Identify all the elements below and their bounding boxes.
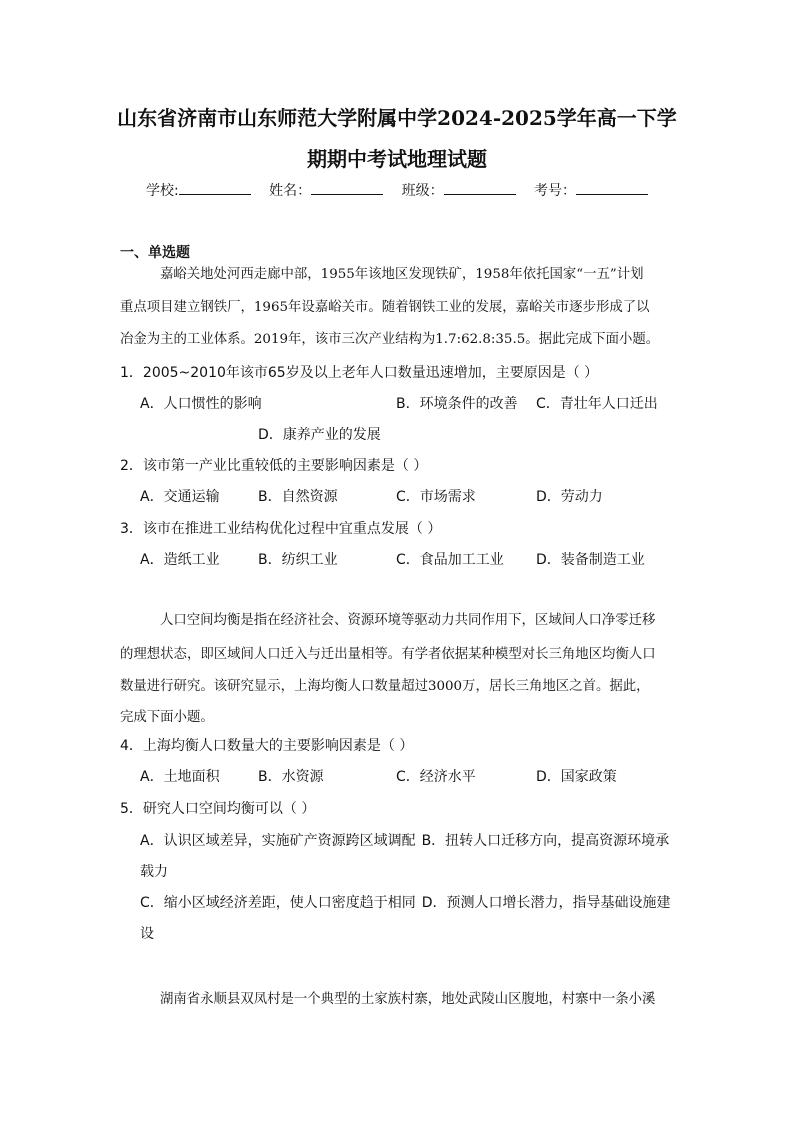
q2-option-a[interactable]: A．交通运输 bbox=[140, 489, 220, 505]
q5-options-ab bbox=[140, 826, 680, 888]
q2-option-b[interactable]: B．自然资源 bbox=[258, 489, 338, 505]
passage2-line4: 完成下面小题。 bbox=[120, 710, 214, 725]
q3-option-d[interactable]: D．装备制造工业 bbox=[536, 552, 645, 568]
school-label: 学校: bbox=[145, 183, 179, 199]
q1-option-d[interactable]: D．康养产业的发展 bbox=[258, 427, 381, 443]
q5-options-cd bbox=[140, 888, 680, 950]
exam-title-line1: 山东省济南市山东师范大学附属中学2024-2025学年高一下学 bbox=[117, 106, 677, 130]
q3-option-b[interactable]: B．纺织工业 bbox=[258, 552, 338, 568]
question-5: 5．研究人口空间均衡可以（ ） bbox=[120, 801, 316, 817]
passage3-line1: 湖南省永顺县双凤村是一个典型的土家族村寨，地处武陵山区腹地，村寨中一条小溪 bbox=[160, 992, 656, 1007]
question-3: 3．该市在推进工业结构优化过程中宜重点发展（ ） bbox=[120, 521, 442, 537]
passage1-line3: 冶金为主的工业体系。2019年，该市三次产业结构为1.7:62.8:35.5。据此完成下面小题。 bbox=[120, 332, 660, 347]
q2-option-c[interactable]: C．市场需求 bbox=[396, 489, 476, 505]
class-label: 班级： bbox=[401, 183, 444, 199]
question-4: 4．上海均衡人口数量大的主要影响因素是（ ） bbox=[120, 738, 414, 754]
q4-option-c[interactable]: C．经济水平 bbox=[396, 769, 476, 785]
q5-option-d[interactable]: D．预测人口增长潜力，指导基础设施建设 bbox=[140, 895, 671, 942]
passage2-line1: 人口空间均衡是指在经济社会、资源环境等驱动力共同作用下，区域间人口净零迁移 bbox=[160, 613, 656, 628]
q4-option-d[interactable]: D．国家政策 bbox=[536, 769, 617, 785]
exam-number-label: 考号： bbox=[534, 183, 577, 199]
q5-option-b[interactable]: B．扭转人口迁移方向，提高资源环境承载力 bbox=[140, 833, 670, 880]
passage1-line2: 重点项目建立钢铁厂，1965年设嘉峪关市。随着钢铁工业的发展，嘉峪关市逐步形成了以 bbox=[120, 300, 650, 315]
q1-option-a[interactable]: A．人口惯性的影响 bbox=[140, 396, 262, 412]
class-blank[interactable] bbox=[444, 180, 516, 195]
school-blank[interactable] bbox=[179, 180, 251, 195]
question-1: 1．2005~2010年该市65岁及以上老年人口数量迅速增加，主要原因是（ ） bbox=[120, 365, 599, 381]
q4-option-b[interactable]: B．水资源 bbox=[258, 769, 324, 785]
passage1-line1: 嘉峪关地处河西走廊中部，1955年该地区发现铁矿，1958年依托国家“一五”计划 bbox=[160, 267, 644, 282]
section-title: 一、单选题 bbox=[120, 245, 190, 261]
q5-option-a[interactable]: A．认识区域差异，实施矿产资源跨区域调配 bbox=[140, 833, 416, 849]
passage2-line3: 数量进行研究。该研究显示，上海均衡人口数量超过3000万，居长三角地区之首。据此， bbox=[120, 679, 650, 694]
q4-option-a[interactable]: A．土地面积 bbox=[140, 769, 220, 785]
q1-option-c[interactable]: C．青壮年人口迁出 bbox=[536, 396, 658, 412]
name-blank[interactable] bbox=[311, 180, 383, 195]
question-2: 2．该市第一产业比重较低的主要影响因素是（ ） bbox=[120, 458, 428, 474]
q2-option-d[interactable]: D．劳动力 bbox=[536, 489, 603, 505]
name-label: 姓名： bbox=[269, 183, 312, 199]
exam-number-blank[interactable] bbox=[576, 180, 648, 195]
student-info-row bbox=[0, 180, 794, 201]
exam-title-line2: 期期中考试地理试题 bbox=[307, 147, 487, 171]
q3-option-c[interactable]: C．食品加工工业 bbox=[396, 552, 504, 568]
q3-option-a[interactable]: A．造纸工业 bbox=[140, 552, 220, 568]
q5-option-c[interactable]: C．缩小区域经济差距，使人口密度趋于相同 bbox=[140, 895, 416, 911]
q1-option-b[interactable]: B．环境条件的改善 bbox=[396, 396, 518, 412]
passage2-line2: 的理想状态，即区域间人口迁入与迁出量相等。有学者依据某种模型对长三角地区均衡人口 bbox=[120, 647, 656, 662]
